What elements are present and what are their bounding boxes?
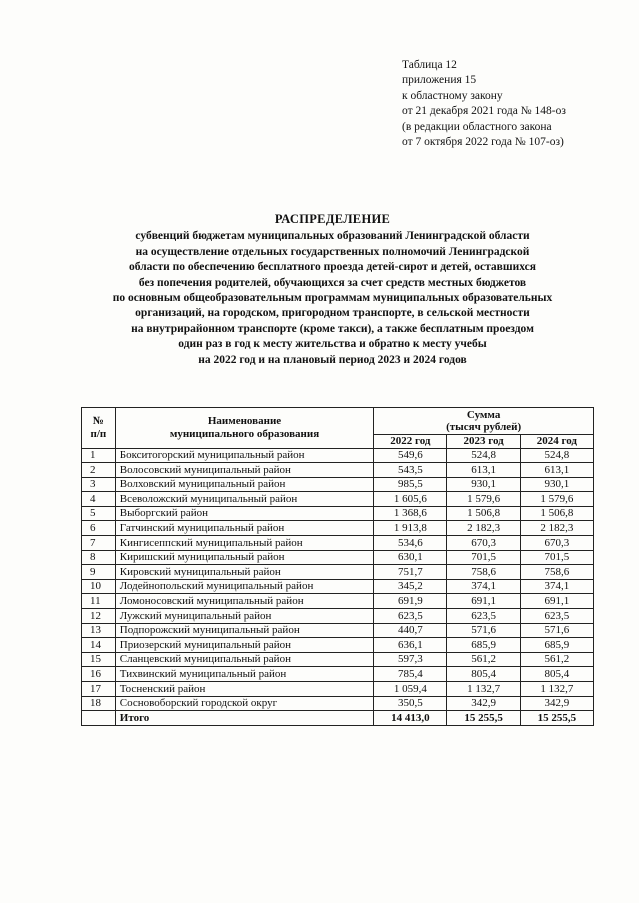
row-district-name: Сосновоборский городской округ <box>115 696 373 711</box>
row-district-name: Приозерский муниципальный район <box>115 638 373 653</box>
title-main: РАСПРЕДЕЛЕНИЕ <box>274 212 391 226</box>
row-value-2022: 534,6 <box>374 536 447 551</box>
table-row <box>82 492 594 507</box>
row-number: 12 <box>82 609 116 624</box>
table-row <box>82 623 594 638</box>
row-value-2023: 342,9 <box>447 696 520 711</box>
header-line: от 21 декабря 2021 года № 148-оз <box>402 105 566 118</box>
header-line: к областному закону <box>402 89 503 102</box>
table-row <box>82 609 594 624</box>
row-value-2022: 1 368,6 <box>374 506 447 521</box>
row-district-name: Всеволожский муниципальный район <box>115 492 373 507</box>
row-district-name: Выборгский район <box>115 506 373 521</box>
table-row <box>82 579 594 594</box>
title-line: области по обеспечению бесплатного проезда детей-сирот и детей, оставшихся <box>129 261 536 274</box>
row-number: 11 <box>82 594 116 609</box>
row-number: 15 <box>82 652 116 667</box>
table-row <box>82 506 594 521</box>
row-number: 14 <box>82 638 116 653</box>
row-value-2022: 785,4 <box>374 667 447 682</box>
header-line: Таблица 12 <box>402 59 457 71</box>
row-value-2023: 1 579,6 <box>447 492 520 507</box>
table-row <box>82 463 594 478</box>
title-line: субвенций бюджетам муниципальных образований Ленинградской области <box>135 230 530 243</box>
document-title <box>60 212 605 368</box>
row-value-2024: 374,1 <box>520 579 593 594</box>
table-row <box>82 638 594 653</box>
total-value-2023: 15 255,5 <box>447 711 520 726</box>
row-value-2022: 636,1 <box>374 638 447 653</box>
row-value-2024: 613,1 <box>520 463 593 478</box>
total-row <box>82 711 594 726</box>
title-line: на 2022 год и на плановый период 2023 и 2024 годов <box>198 353 467 366</box>
table-row <box>82 667 594 682</box>
row-value-2024: 701,5 <box>520 550 593 565</box>
table-row <box>82 682 594 697</box>
row-value-2022: 350,5 <box>374 696 447 711</box>
total-value-2022: 14 413,0 <box>374 711 447 726</box>
title-line: по основным общеобразовательным программам муниципальных образовательных <box>112 292 553 305</box>
row-value-2024: 571,6 <box>520 623 593 638</box>
table-row <box>82 594 594 609</box>
table-row <box>82 521 594 536</box>
total-row-number <box>82 711 116 726</box>
header-line: от 7 октября 2022 года № 107-оз) <box>402 136 564 149</box>
row-number: 2 <box>82 463 116 478</box>
row-value-2024: 685,9 <box>520 638 593 653</box>
row-value-2024: 805,4 <box>520 667 593 682</box>
row-value-2024: 758,6 <box>520 565 593 580</box>
total-value-2024: 15 255,5 <box>520 711 593 726</box>
row-value-2024: 342,9 <box>520 696 593 711</box>
row-value-2022: 691,9 <box>374 594 447 609</box>
row-district-name: Киришский муниципальный район <box>115 550 373 565</box>
row-value-2022: 1 059,4 <box>374 682 447 697</box>
row-number: 8 <box>82 550 116 565</box>
row-district-name: Волховский муниципальный район <box>115 477 373 492</box>
row-number: 3 <box>82 477 116 492</box>
row-value-2022: 440,7 <box>374 623 447 638</box>
row-number: 9 <box>82 565 116 580</box>
row-value-2022: 345,2 <box>374 579 447 594</box>
row-value-2022: 751,7 <box>374 565 447 580</box>
header-line: приложения 15 <box>402 74 477 87</box>
row-district-name: Сланцевский муниципальный район <box>115 652 373 667</box>
table-row <box>82 536 594 551</box>
header-line: (в редакции областного закона <box>402 120 552 133</box>
row-value-2023: 685,9 <box>447 638 520 653</box>
title-line: на осуществление отдельных государственных полномочий Ленинградской <box>135 245 530 258</box>
row-number: 7 <box>82 536 116 551</box>
row-value-2024: 561,2 <box>520 652 593 667</box>
row-number: 10 <box>82 579 116 594</box>
table-body <box>82 448 594 725</box>
row-district-name: Кировский муниципальный район <box>115 565 373 580</box>
table-row <box>82 652 594 667</box>
row-value-2024: 930,1 <box>520 477 593 492</box>
row-district-name: Тосненский район <box>115 682 373 697</box>
row-value-2024: 670,3 <box>520 536 593 551</box>
row-number: 5 <box>82 506 116 521</box>
row-value-2022: 985,5 <box>374 477 447 492</box>
row-value-2023: 623,5 <box>447 609 520 624</box>
distribution-table <box>81 407 594 726</box>
row-value-2024: 1 579,6 <box>520 492 593 507</box>
column-header-sum: Сумма (тысяч рублей) <box>374 408 594 435</box>
total-label: Итого <box>115 711 373 726</box>
row-value-2022: 630,1 <box>374 550 447 565</box>
row-value-2022: 1 913,8 <box>374 521 447 536</box>
row-value-2022: 549,6 <box>374 448 447 463</box>
row-value-2022: 543,5 <box>374 463 447 478</box>
column-header-number: № п/п <box>82 408 116 449</box>
row-district-name: Кингисеппский муниципальный район <box>115 536 373 551</box>
appendix-header <box>402 58 566 150</box>
row-number: 6 <box>82 521 116 536</box>
row-value-2023: 691,1 <box>447 594 520 609</box>
row-number: 1 <box>82 448 116 463</box>
row-value-2023: 758,6 <box>447 565 520 580</box>
row-value-2024: 1 506,8 <box>520 506 593 521</box>
row-value-2023: 524,8 <box>447 448 520 463</box>
row-district-name: Гатчинский муниципальный район <box>115 521 373 536</box>
row-value-2022: 597,3 <box>374 652 447 667</box>
table-row <box>82 550 594 565</box>
row-number: 16 <box>82 667 116 682</box>
row-value-2024: 1 132,7 <box>520 682 593 697</box>
row-number: 17 <box>82 682 116 697</box>
row-value-2022: 623,5 <box>374 609 447 624</box>
row-value-2024: 524,8 <box>520 448 593 463</box>
row-value-2023: 374,1 <box>447 579 520 594</box>
row-value-2023: 805,4 <box>447 667 520 682</box>
row-value-2023: 1 132,7 <box>447 682 520 697</box>
row-value-2022: 1 605,6 <box>374 492 447 507</box>
row-district-name: Волосовский муниципальный район <box>115 463 373 478</box>
row-value-2023: 930,1 <box>447 477 520 492</box>
row-district-name: Ломоносовский муниципальный район <box>115 594 373 609</box>
column-header-year: 2022 год <box>374 435 447 449</box>
table-row <box>82 448 594 463</box>
title-line: один раз в год к месту жительства и обратно к месту учебы <box>178 338 487 351</box>
title-line: на внутрирайонном транспорте (кроме такси), а также бесплатным проездом <box>131 322 534 335</box>
row-district-name: Лодейнопольский муниципальный район <box>115 579 373 594</box>
row-value-2024: 691,1 <box>520 594 593 609</box>
row-district-name: Тихвинский муниципальный район <box>115 667 373 682</box>
table-row <box>82 565 594 580</box>
table-row <box>82 477 594 492</box>
title-line: без попечения родителей, обучающихся за счет средств местных бюджетов <box>138 276 527 289</box>
row-value-2023: 1 506,8 <box>447 506 520 521</box>
row-value-2023: 701,5 <box>447 550 520 565</box>
row-number: 13 <box>82 623 116 638</box>
row-value-2024: 623,5 <box>520 609 593 624</box>
row-value-2023: 613,1 <box>447 463 520 478</box>
title-line: организаций, на городском, пригородном транспорте, в сельской местности <box>135 307 530 320</box>
row-value-2024: 2 182,3 <box>520 521 593 536</box>
row-number: 4 <box>82 492 116 507</box>
row-value-2023: 561,2 <box>447 652 520 667</box>
row-district-name: Лужский муниципальный район <box>115 609 373 624</box>
row-value-2023: 571,6 <box>447 623 520 638</box>
table-row <box>82 696 594 711</box>
column-header-name: Наименование муниципального образования <box>115 408 373 449</box>
row-number: 18 <box>82 696 116 711</box>
row-value-2023: 2 182,3 <box>447 521 520 536</box>
row-district-name: Бокситогорский муниципальный район <box>115 448 373 463</box>
column-header-year: 2024 год <box>520 435 593 449</box>
row-district-name: Подпорожский муниципальный район <box>115 623 373 638</box>
row-value-2023: 670,3 <box>447 536 520 551</box>
column-header-year: 2023 год <box>447 435 520 449</box>
